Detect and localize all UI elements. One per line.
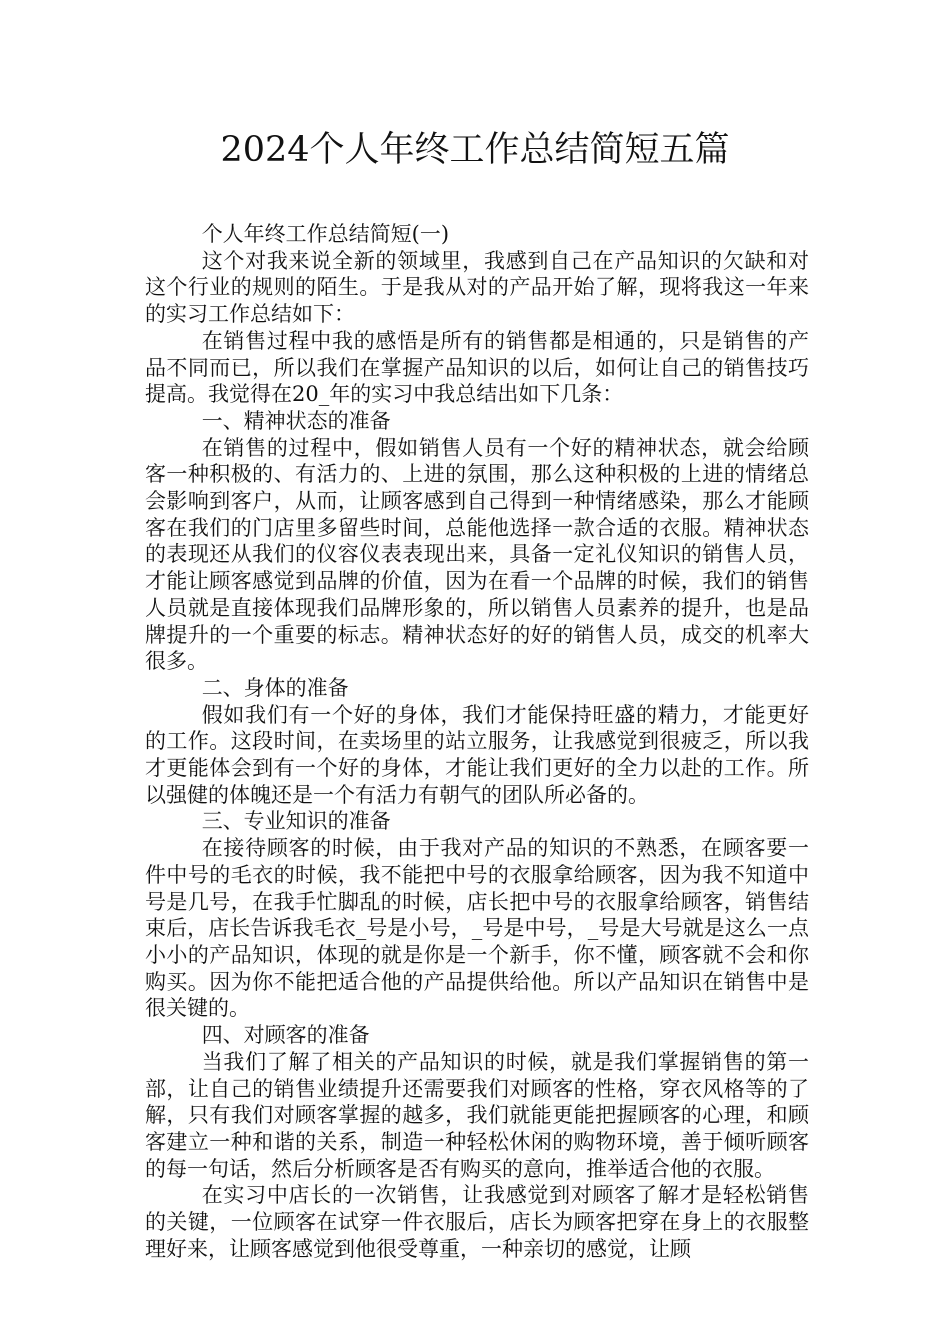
paragraph: 这个对我来说全新的领域里，我感到自己在产品知识的欠缺和对这个行业的规则的陌生。于是我从对的产品开始了解，现将我这一年来的实习工作总结如下：: [145, 248, 809, 327]
subsection-heading: 三、专业知识的准备: [201, 809, 391, 834]
document-title: 2024个人年终工作总结简短五篇: [220, 130, 730, 170]
paragraph: 当我们了解了相关的产品知识的时候，就是我们掌握销售的第一部，让自己的销售业绩提升还需要我们对顾客的性格，穿衣风格等的了解，只有我们对顾客掌握的越多，我们就能更能把握顾客的心理，和顾客建立一种和谐的关系，制造一种轻松休闲的购物环境，善于倾听顾客的每一句话，然后分析顾客是否有购买的意向，推举适合他的衣服。: [145, 1049, 809, 1181]
paragraph: 在实习中店长的一次销售，让我感觉到对顾客了解才是轻松销售的关键，一位顾客在试穿一件衣服后，店长为顾客把穿在身上的衣服整理好来，让顾客感觉到他很受尊重，一种亲切的感觉，让顾: [145, 1183, 809, 1261]
section-heading: 个人年终工作总结简短(一): [201, 222, 450, 246]
document-body: [145, 221, 809, 1262]
subsection-heading: 一、精神状态的准备: [201, 408, 391, 433]
paragraph: 在销售的过程中，假如销售人员有一个好的精神状态，就会给顾客一种积极的、有活力的、上进的氛围，那么这种积极的上进的情绪总会影响到客户，从而，让顾客感到自己得到一种情绪感染，那么才能顾客在我们的门店里多留些时间，总能他选择一款合适的衣服。精神状态的表现还从我们的仪容仪表表现出来，具备一定礼仪知识的销售人员，才能让顾客感觉到品牌的价值，因为在看一个品牌的时候，我们的销售人员就是直接体现我们品牌形象的，所以销售人员素养的提升，也是品牌提升的一个重要的标志。精神状态好的好的销售人员，成交的机率大很多。: [145, 435, 809, 674]
paragraph: 假如我们有一个好的身体，我们才能保持旺盛的精力，才能更好的工作。这段时间，在卖场里的站立服务，让我感觉到很疲乏，所以我才更能体会到有一个好的身体，才能让我们更好的全力以赴的工作。所以强健的体魄还是一个有活力有朝气的团队所必备的。: [145, 702, 809, 807]
subsection-heading: 四、对顾客的准备: [201, 1023, 370, 1048]
subsection-heading: 二、身体的准备: [201, 675, 349, 700]
paragraph: 在销售过程中我的感悟是所有的销售都是相通的，只是销售的产品不同而已，所以我们在掌握产品知识的以后，如何让自己的销售技巧提高。我觉得在20_年的实习中我总结出如下几条：: [145, 328, 809, 407]
paragraph: 在接待顾客的时候，由于我对产品的知识的不熟悉，在顾客要一件中号的毛衣的时候，我不能把中号的衣服拿给顾客，因为我不知道中号是几号，在我手忙脚乱的时候，店长把中号的衣服拿给顾客，销售结束后，店长告诉我毛衣_号是小号，_号是中号，_号是大号就是这么一点小小的产品知识，体现的就是你是一个新手，你不懂，顾客就不会和你购买。因为你不能把适合他的产品提供给他。所以产品知识在销售中是很关键的。: [145, 836, 809, 1021]
